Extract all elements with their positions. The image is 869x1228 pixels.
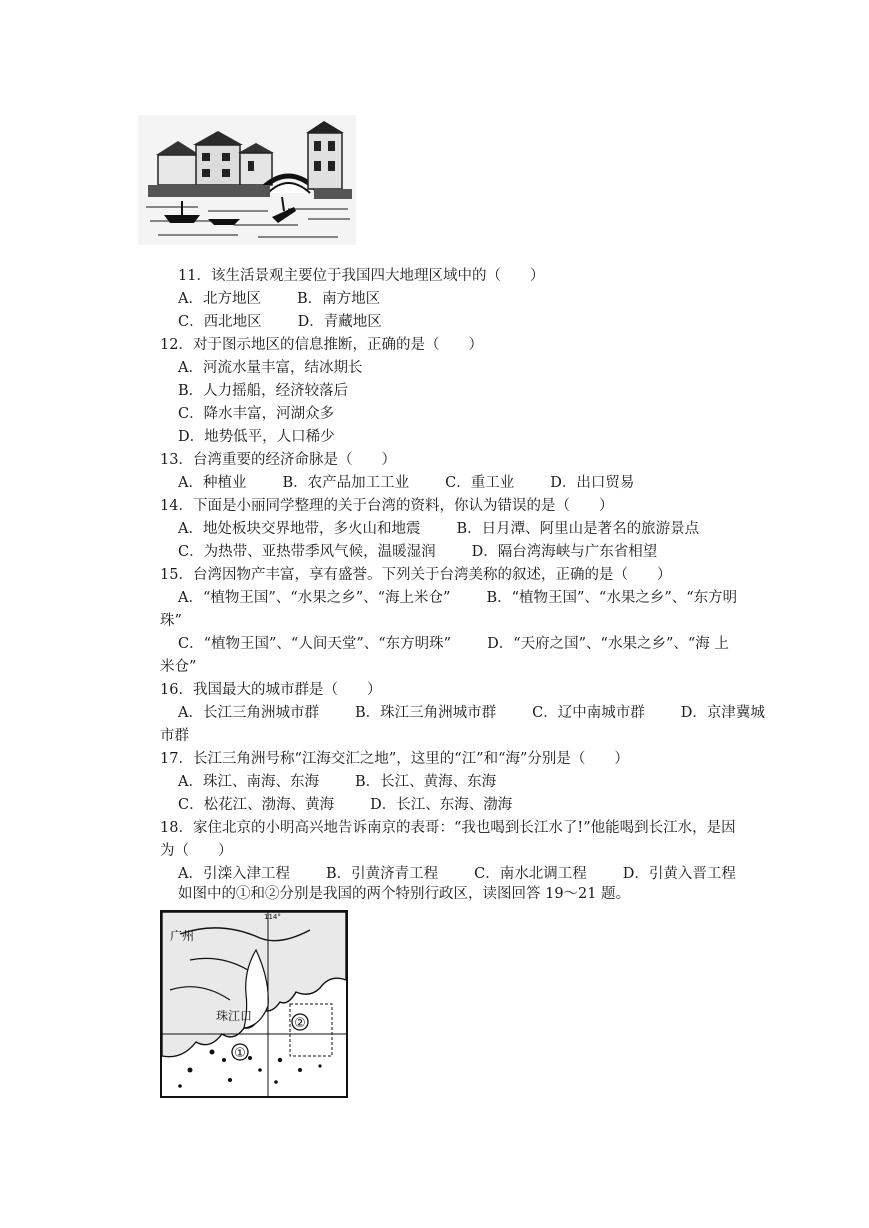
q16-option-c[interactable]: C．辽中南城市群 (532, 705, 645, 721)
q18-option-b[interactable]: B．引黄济青工程 (325, 866, 439, 882)
q15-option-b-continued: 珠” (160, 613, 182, 629)
q16-option-a[interactable]: A．长江三角洲城市群 (178, 705, 319, 721)
q17-option-d[interactable]: D．长江、东海、渤海 (370, 797, 513, 813)
map-label-2: ② (294, 1016, 306, 1031)
q14-option-c[interactable]: C．为热带、亚热带季风气候，温暖湿润 (178, 544, 436, 560)
question-13-options (178, 473, 634, 495)
q13-option-d[interactable]: D．出口贸易 (550, 475, 635, 491)
questions-19-21-intro: 如图中的①和②分别是我国的两个特别行政区，读图回答 19～21 题。 (178, 886, 631, 902)
q12-option-b[interactable]: B．人力摇船，经济较落后 (178, 383, 349, 399)
question-11-stem: 11．该生活景观主要位于我国四大地理区域中的（ ） (178, 268, 545, 284)
q15-option-b[interactable]: B．“植物王国”、“水果之乡”、“东方明 (486, 590, 738, 606)
question-17-options-row1 (178, 772, 496, 794)
question-14-options-row1 (178, 519, 699, 541)
question-14-options-row2 (178, 542, 657, 564)
q17-option-b[interactable]: B．长江、黄海、东海 (354, 774, 497, 790)
map-longitude-label: 114° (264, 913, 281, 921)
question-16-options (178, 703, 765, 725)
q12-option-c[interactable]: C．降水丰富，河湖众多 (178, 406, 335, 422)
question-14-stem: 14．下面是小丽同学整理的关于台湾的资料，你认为错误的是（ ） (160, 498, 614, 514)
q18-option-d[interactable]: D．引黄入晋工程 (622, 866, 736, 882)
map-city-label: 广州 (170, 929, 195, 943)
q17-option-a[interactable]: A．珠江、南海、东海 (178, 774, 319, 790)
question-16-stem: 16．我国最大的城市群是（ ） (160, 682, 382, 698)
q13-option-c[interactable]: C．重工业 (445, 475, 515, 491)
question-17-options-row2 (178, 795, 512, 817)
q11-option-c[interactable]: C．西北地区 (178, 314, 262, 330)
q16-option-d[interactable]: D．京津冀城 (680, 705, 765, 721)
q12-option-d[interactable]: D．地势低平，人口稀少 (178, 429, 335, 445)
question-11-options-row1 (178, 289, 380, 311)
q16-option-b[interactable]: B．珠江三角洲城市群 (354, 705, 497, 721)
question-15-stem: 15．台湾因物产丰富，享有盛誉。下列关于台湾美称的叙述，正确的是（ ） (160, 567, 672, 583)
q18-option-c[interactable]: C．南水北调工程 (474, 866, 587, 882)
question-17-stem: 17．长江三角洲号称“江海交汇之地”，这里的“江”和“海”分别是（ ） (160, 751, 629, 767)
pearl-river-delta-map (160, 910, 348, 1098)
question-18-options (178, 864, 736, 886)
water-town-illustration (138, 115, 356, 245)
question-11-options-row2 (178, 312, 382, 334)
q15-option-d-continued: 米仓” (160, 659, 197, 675)
q11-option-b[interactable]: B．南方地区 (296, 291, 381, 307)
question-18-stem: 18．家住北京的小明高兴地告诉南京的表哥：“我也喝到长江水了!”他能喝到长江水，是因 (160, 820, 736, 836)
question-15-options-row2 (178, 634, 729, 656)
question-12-stem: 12．对于图示地区的信息推断，正确的是（ ） (160, 337, 483, 353)
map-label-1: ① (234, 1046, 246, 1061)
q11-option-d[interactable]: D．青藏地区 (297, 314, 382, 330)
q14-option-a[interactable]: A．地处板块交界地带，多火山和地震 (178, 521, 421, 537)
question-18-stem-continued: 为（ ） (160, 843, 233, 859)
q11-option-a[interactable]: A．北方地区 (178, 291, 261, 307)
map-estuary-label: 珠江口 (216, 1009, 253, 1023)
q13-option-b[interactable]: B．农产品加工工业 (282, 475, 410, 491)
question-13-stem: 13．台湾重要的经济命脉是（ ） (160, 452, 396, 468)
q12-option-a[interactable]: A．河流水量丰富，结冰期长 (178, 360, 363, 376)
q15-option-d[interactable]: D．“天府之国”、“水果之乡”、“海 上 (487, 636, 729, 652)
q15-option-a[interactable]: A．“植物王国”、“水果之乡”、“海上米仓” (178, 590, 451, 606)
q17-option-c[interactable]: C．松花江、渤海、黄海 (178, 797, 335, 813)
q13-option-a[interactable]: A．种植业 (178, 475, 247, 491)
q18-option-a[interactable]: A．引滦入津工程 (178, 866, 290, 882)
q16-option-d-continued: 市群 (160, 728, 189, 744)
question-15-options-row1 (178, 588, 737, 610)
q14-option-b[interactable]: B．日月潭、阿里山是著名的旅游景点 (456, 521, 700, 537)
q14-option-d[interactable]: D．隔台湾海峡与广东省相望 (471, 544, 658, 560)
q15-option-c[interactable]: C．“植物王国”、“人间天堂”、“东方明珠” (178, 636, 452, 652)
